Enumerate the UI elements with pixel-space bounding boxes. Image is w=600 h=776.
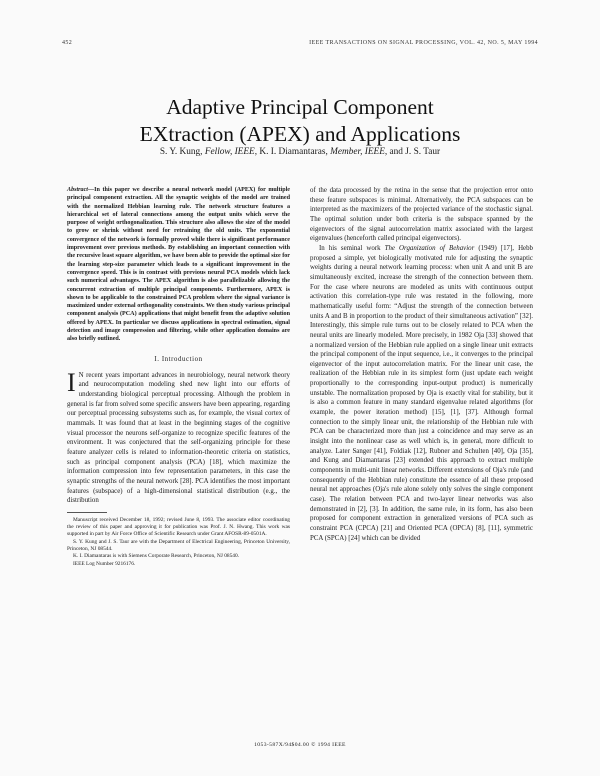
abstract [67,186,290,344]
right-paragraph-2 [310,244,533,543]
footnote-rule [67,512,107,513]
author-diamantaras: K. I. Diamantaras, [259,147,328,157]
book-title-citation: The Organization of Behavior [384,244,475,252]
footnote-log-number: IEEE Log Number 9216176. [73,560,136,567]
abstract-text: In this paper we describe a neural network model (APEX) for multiple principal component extraction. All the synaptic weights of the model are trained with the normalized Hebbian learning rule. The network structure features a hierarchical set of lateral connections among the output units which serve the purpose of weight orthogonalization. This structure also allows the size of the model to grow or shrink without need for retraining the old units. The exponential convergence of the network is formally proved while there is significant performance improvement over previous methods. By establishing an important connection with the recursive least square algorithm, we have been able to provide the optimal size for the learning step-size parameter which leads to a significant improvement in the convergence speed. This is in contrast with previous neural PCA models which lack such numerical advantages. The APEX algorithm is also parallelizable allowing the concurrent extraction of multiple principal components. Furthermore, APEX is shown to be applicable to the constrained PCA problem where the signal variance is maximized under external orthogonality constraints. We then study various principal component analysis (PCA) applications that might benefit from the adaptive solution offered by APEX. In particular we discuss applications in spectral estimation, signal detection and image compression and filtering, while other application domains are also briefly outlined. [67,187,290,343]
right-paragraph-1: of the data processed by the retina in the sense that the projection error onto these feature subspaces is minimal. Alternatively, the PCA subspaces can be interpreted as the maximizers of the projected variance of the stochastic signal. The optimal solution under both criteria is the subspace spanned by the eigenvectors of the signal autocorrelation matrix associated with the largest eigenvalues (henceforth called principal eigenvectors). [310,187,533,243]
title-line-2: EXtraction (APEX) and Applications [139,122,461,146]
intro-paragraph-text: N recent years important advances in neurobiology, neural network theory and neurocomputation modeling shed new light into our efforts of understanding biological perceptual processing. Although the problem in general is far from solved some specific answers have been appearing, regarding our perceptual processing subsystems such as, for example, the visual cortex of mammals. It was found that at least in the beginning stages of the cognitive visual processor the neurons self-organize to recognize specific features of the environment. It was conjectured that the self-organizing principle for these feature analyzer cells is related to information-theoretic criteria on statistics, such as principal component analysis (PCA) [18], which maximize the information compression into few representation parameters, in this case the synaptic strengths of the neural network [28]. PCA identifies the most important features (subspace) of a high-dimensional statistical distribution (e.g., the distribution [67,371,290,505]
title-line-1: Adaptive Principal Component [166,95,434,119]
author-conjunction: and [389,147,403,157]
footnote-affiliation-diamantaras: K. I. Diamantaras is with Siemens Corporate Research, Princeton, NJ 08540. [73,553,240,560]
paper-title [0,94,600,148]
right-column [310,186,533,543]
author-diamantaras-role: Member, IEEE, [330,147,388,157]
abstract-label: Abstract— [67,187,95,193]
author-kung-role: Fellow, IEEE, [204,147,258,157]
page-number: 452 [62,40,73,46]
left-column [67,186,290,568]
copyright-line: 1053-587X/94$04.00 © 1994 IEEE [254,742,346,748]
author-kung: S. Y. Kung, [159,147,203,157]
section-heading-introduction: I. Introduction [154,355,203,363]
right-paragraph-2-lead: In his seminal work [319,244,385,252]
author-line [0,147,600,157]
footnote-affiliation-kung-taur: S. Y. Kung and J. S. Taur are with the Department of Electrical Engineering, Princeton University, Princeton, NJ 08544. [67,538,290,553]
author-taur: J. S. Taur [405,147,441,157]
drop-cap: I [67,367,76,397]
intro-paragraph [67,367,290,506]
right-paragraph-2-text: (1949) [17], Hebb proposed a simple, yet biologically motivated rule for adjusting the synaptic weights during a neural network learning process: when unit A and unit B are simultaneously excited, increase the strength of the connection between them. For the case where neurons are modeled as units with continuous output activation this correlation-type rule was restated in the following, more mathematically useful form: “Adjust the strength of the connection between units A and B in proportion to the product of their simultaneous activation” [32]. Interestingly, this simple rule turns out to be closely related to PCA when the neural units are linearly modeled. More precisely, in 1982 Oja [33] showed that a normalized version of the Hebbian rule applied on a single linear unit extracts the principal component of the input sequence, i.e., it converges to the principal eigenvector of the input autocorrelation matrix. For the linear unit case, the realization of the Hebbian rule in its simplest form (just update each weight proportionally to the corresponding input-output product) is numerically unstable. The normalization proposed by Oja is exactly vital for stability, but it is also a common feature in many standard eigenvalue related algorithms (for example, the power iteration method) [15], [1], [37]. Although formal connection to the simply linear unit, the relationship of the Hebbian rule with PCA can be characterized more than just a coincidence and may serve as an insight into the nonlinear case as well which is, in general, more difficult to analyze. Later Sanger [41], Foldiak [12], Rubner and Schulten [40], Oja [35], and Kung and Diamantaras [23] extended this approach to extract multiple components in multi-unit linear networks. Different extensions of Oja's rule (and consequently of the Hebbian rule) constitute the essence of all these proposed neural net approaches (Oja's rule alone solely only solves the single component case). The relation between PCA and two-layer linear networks was also demonstrated in [2], [3]. In addition, the same rule, in its form, has also been proposed for component extraction in generalized versions of PCA such as constraint PCA (CPCA) [21] and Oriented PCA (OPCA) [8], [11], symmetric PCA (SPCA) [24] which can be divided [310,244,533,542]
journal-name: IEEE TRANSACTIONS ON SIGNAL PROCESSING, VOL. 42, NO. 5, MAY 1994 [309,40,538,46]
footnote-manuscript: Manuscript received December 18, 1992; revised June 8, 1993. The associate editor coordinating the review of this paper and approving it for publication was Prof. J. N. Hwang. This work was supported in part by Air Force Office of Scientific Research under Grant AFOSR-89-0501A. [67,516,290,538]
